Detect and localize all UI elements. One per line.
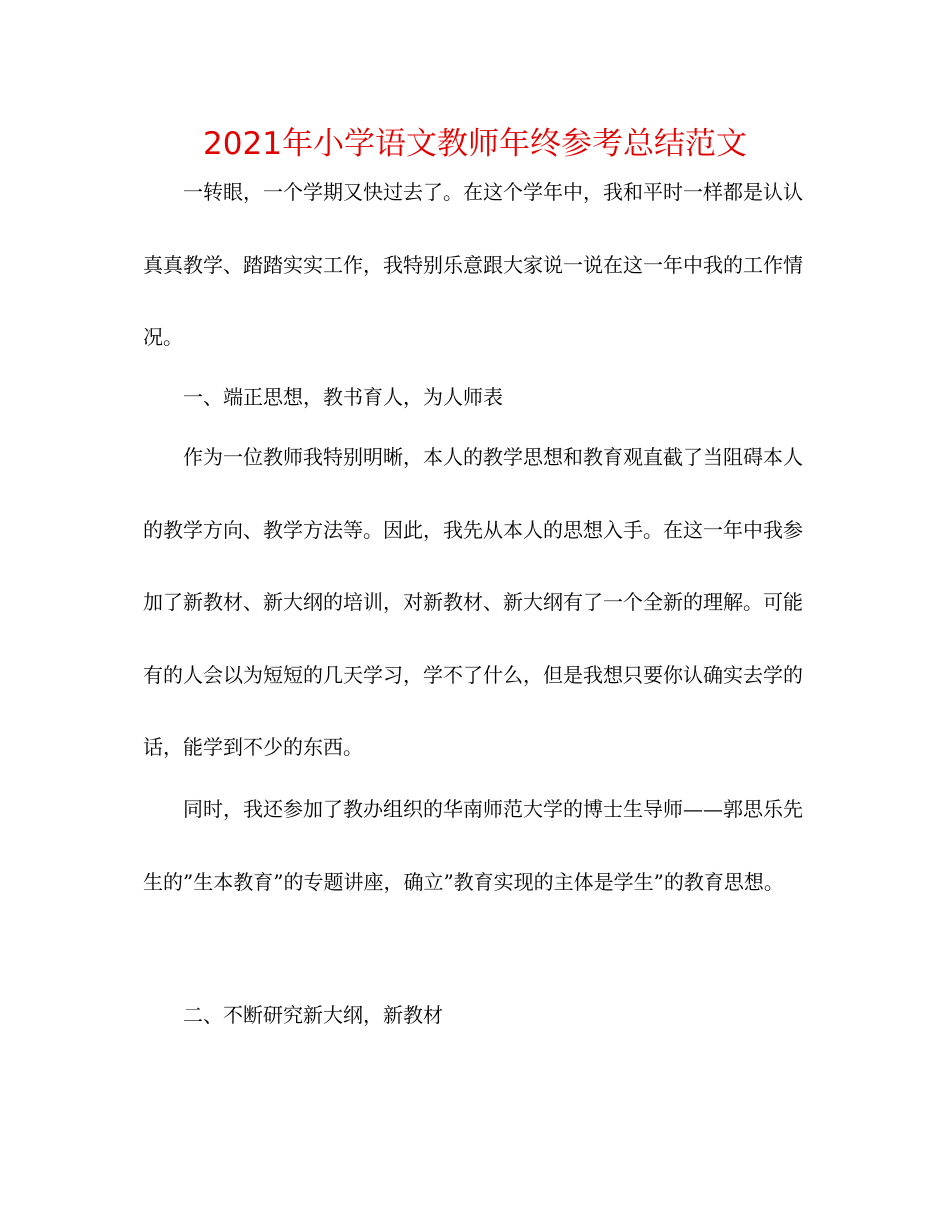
paragraph-intro: 一转眼，一个学期又快过去了。在这个学年中，我和平时一样都是认认真真教学、踏踏实实工作，我特别乐意跟大家说一说在这一年中我的工作情况。	[143, 180, 803, 349]
section-heading-2: 二、不断研究新大纲，新教材	[183, 1003, 443, 1027]
paragraph-lecture: 同时，我还参加了教办组织的华南师范大学的博士生导师——郭思乐先生的”生本教育”的专题讲座，确立”教育实现的主体是学生”的教育思想。	[143, 797, 803, 894]
section-heading-1: 一、端正思想，教书育人，为人师表	[183, 385, 503, 409]
paragraph-thinking: 作为一位教师我特别明晰，本人的教学思想和教育观直截了当阻碍本人的教学方向、教学方法等。因此，我先从本人的思想入手。在这一年中我参加了新教材、新大纲的培训，对新教材、新大纲有了一个全新的理解。可能有的人会以为短短的几天学习，学不了什么，但是我想只要你认确实去学的话，能学到不少的东西。	[143, 445, 803, 759]
document-title: 2021年小学语文教师年终参考总结范文	[203, 126, 747, 162]
